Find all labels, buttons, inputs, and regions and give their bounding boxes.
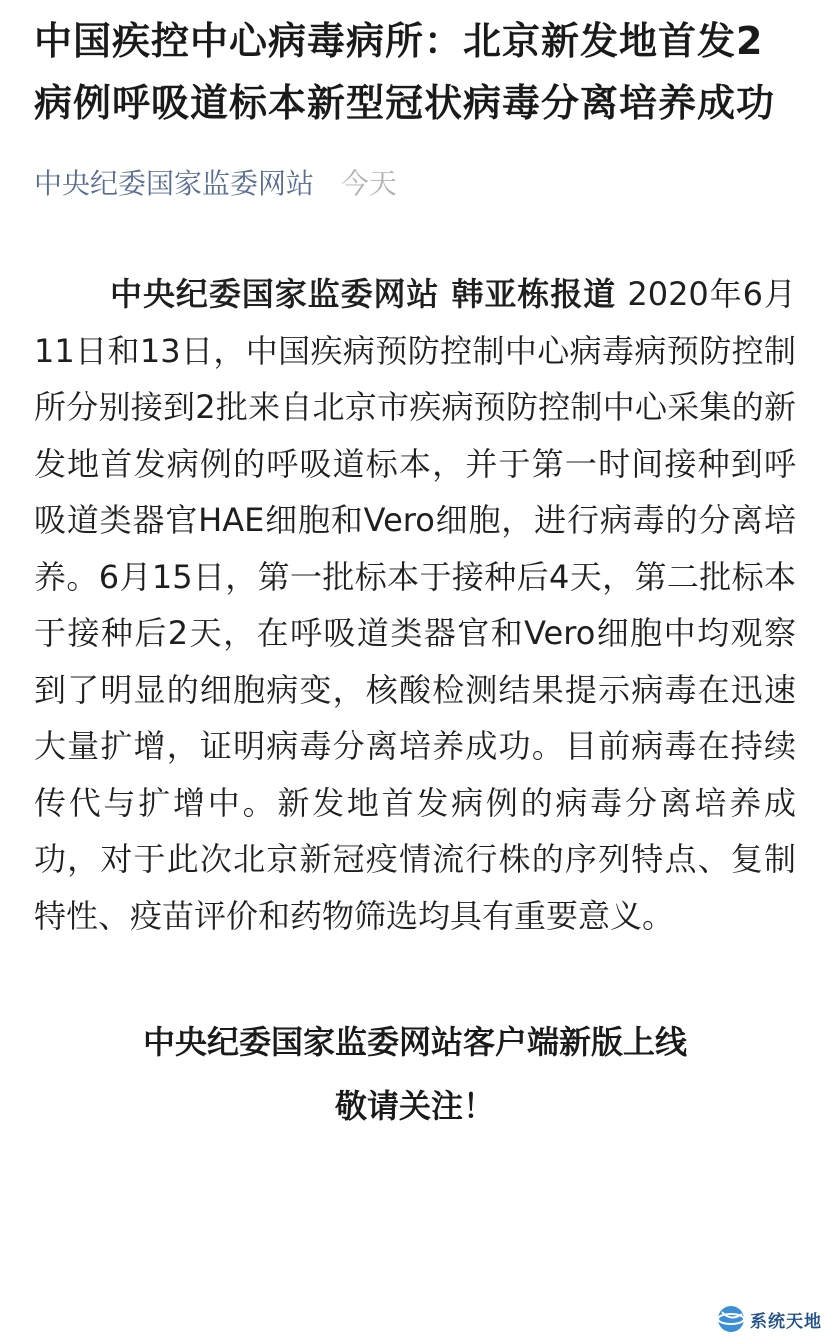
publish-date: 今天 xyxy=(340,167,397,200)
article-lead: 中央纪委国家监委网站 韩亚栋报道 xyxy=(110,275,617,313)
watermark-text: 系统天地 xyxy=(750,1311,822,1332)
article-body xyxy=(34,266,796,944)
article xyxy=(34,10,796,1138)
source-link[interactable]: 中央纪委国家监委网站 xyxy=(34,167,315,200)
promo-line-2: 敬请关注！ xyxy=(334,1087,495,1125)
promo-block xyxy=(34,1010,796,1138)
watermark xyxy=(716,1304,822,1334)
promo-line-1: 中央纪委国家监委网站客户端新版上线 xyxy=(142,1023,687,1061)
article-title: 中国疾控中心病毒病所：北京新发地首发2病例呼吸道标本新型冠状病毒分离培养成功 xyxy=(34,19,776,125)
globe-logo-icon xyxy=(716,1304,746,1334)
article-meta xyxy=(34,164,796,204)
article-body-text: 2020年6月11日和13日，中国疾病预防控制中心病毒病预防控制所分别接到2批来自北京市疾病预防控制中心采集的新发地首发病例的呼吸道标本，并于第一时间接种到呼吸道类器官HAE细胞和Vero细胞，进行病毒的分离培养。6月15日，第一批标本于接种后4天，第二批标本于接种后2天，在呼吸道类器官和Vero细胞中均观察到了明显的细胞病变，核酸检测结果提示病毒在迅速大量扩增，证明病毒分离培养成功。目前病毒在持续传代与扩增中。新发地首发病例的病毒分离培养成功，对于此次北京新冠疫情流行株的序列特点、复制特性、疫苗评价和药物筛选均具有重要意义。 xyxy=(34,275,796,935)
